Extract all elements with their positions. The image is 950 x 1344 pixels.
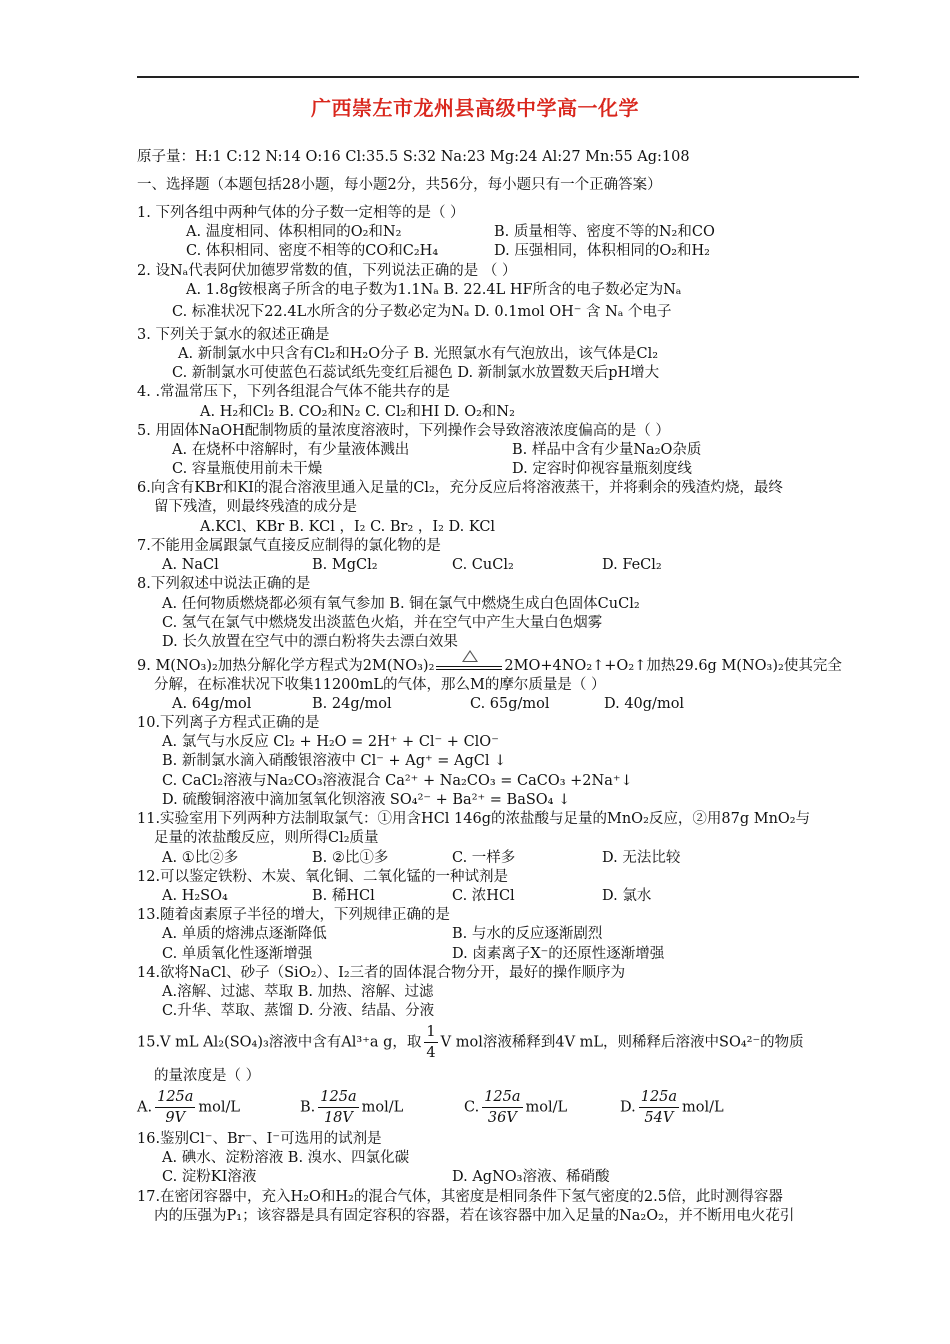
question-17-cont: 内的压强为P₁；该容器是具有固定容积的容器，若在该容器中加入足量的Na₂O₂，并不断用电火花引 (154, 1208, 795, 1224)
fraction-numerator: 1 (424, 1022, 437, 1043)
question-9 (137, 656, 842, 676)
option: C. 淀粉KI溶液 (162, 1169, 257, 1185)
option-fraction (300, 1087, 403, 1128)
unit: mol/L (361, 1099, 404, 1116)
option: D. AgNO₃溶液、稀硝酸 (452, 1169, 610, 1185)
option: A. 碘水、淀粉溶液 B. 溴水、四氯化碳 (162, 1150, 410, 1166)
option: D. 40g/mol (604, 696, 685, 712)
option-label: A. (137, 1099, 153, 1116)
option: A. H₂和Cl₂ B. CO₂和N₂ C. Cl₂和HI D. O₂和N₂ (200, 404, 515, 420)
question-11: 11.实验室用下列两种方法制取氯气：①用含HCl 146g的浓盐酸与足量的MnO₂反应，②用87g MnO₂与 (137, 811, 811, 827)
option: C. 65g/mol (470, 696, 550, 712)
question-12: 12.可以鉴定铁粉、木炭、氧化铜、二氧化锰的一种试剂是 (137, 869, 509, 885)
question-8: 8.下列叙述中说法正确的是 (137, 576, 311, 592)
fraction-numerator: 125a (639, 1087, 679, 1108)
question-15-text: 15.V mL Al₂(SO₄)₃溶液中含有Al³⁺a g，取 (137, 1034, 422, 1051)
question-13: 13.随着卤素原子半径的增大，下列规律正确的是 (137, 907, 451, 923)
equation-left: 9. M(NO₃)₂加热分解化学方程式为2M(NO₃)₂ (137, 658, 435, 674)
option-label: C. (464, 1099, 480, 1116)
option: A. 64g/mol (172, 696, 252, 712)
question-3: 3. 下列关于氯水的叙述正确是 (137, 327, 330, 343)
header-rule (137, 76, 859, 78)
atomic-mass-line: 原子量：H:1 C:12 N:14 O:16 Cl:35.5 S:32 Na:23 Mg:24 Al:27 Mn:55 Ag:108 (137, 149, 690, 165)
option: A. ①比②多 (162, 850, 239, 866)
fraction-denominator: 18V (323, 1110, 353, 1126)
fraction-numerator: 125a (155, 1087, 195, 1108)
option: C. CaCl₂溶液与Na₂CO₃溶液混合 Ca²⁺ + Na₂CO₃ = CaCO₃ +2Na⁺↓ (162, 773, 633, 789)
question-11-cont: 足量的浓盐酸反应，则所得Cl₂质量 (154, 830, 379, 846)
option: C. 氢气在氯气中燃烧发出淡蓝色火焰，并在空气中产生大量白色烟雾 (162, 615, 603, 631)
question-6: 6.向含有KBr和KI的混合溶液里通入足量的Cl₂，充分反应后将溶液蒸干，并将剩余的残渣灼烧，最终 (137, 480, 783, 496)
question-10: 10.下列离子方程式正确的是 (137, 715, 320, 731)
option: A.溶解、过滤、萃取 B. 加热、溶解、过滤 (162, 984, 434, 1000)
question-17: 17.在密闭容器中，充入H₂O和H₂的混合气体，其密度是相同条件下氢气密度的2.5倍，此时测得容器 (137, 1189, 783, 1205)
fraction (318, 1087, 358, 1128)
question-15-text-cont: V mol溶液稀释到4V mL，则稀释后溶液中SO₄²⁻的物质 (440, 1034, 804, 1051)
option: D. FeCl₂ (602, 557, 662, 573)
option-fraction (620, 1087, 724, 1128)
option: C. 一样多 (452, 850, 516, 866)
option: C. 容量瓶使用前未干燥 (172, 461, 323, 477)
option-label: B. (300, 1099, 316, 1116)
option: C. 单质氧化性逐渐增强 (162, 946, 313, 962)
option-label: D. (620, 1099, 636, 1116)
option: D. 氯水 (602, 888, 652, 904)
question-14: 14.欲将NaCl、砂子（SiO₂）、I₂三者的固体混合物分开，最好的操作顺序为 (137, 965, 626, 981)
question-9-cont: 分解，在标准状况下收集11200mL的气体，那么M的摩尔质量是（ ） (154, 677, 606, 693)
question-5: 5. 用固体NaOH配制物质的量浓度溶液时，下列操作会导致溶液浓度偏高的是（ ） (137, 423, 670, 439)
question-15 (137, 1022, 804, 1063)
option: A. 在烧杯中溶解时，有少量液体溅出 (172, 442, 410, 458)
fraction (482, 1087, 522, 1128)
option: D. 定容时仰视容量瓶刻度线 (512, 461, 692, 477)
option: A. 温度相同、体积相同的O₂和N₂ (186, 224, 402, 240)
option: D. 硫酸铜溶液中滴加氢氧化钡溶液 SO₄²⁻ + Ba²⁺ = BaSO₄ ↓ (162, 792, 571, 808)
fraction-one-quarter (424, 1022, 437, 1063)
option: A. 任何物质燃烧都必须有氧气参加 B. 铜在氯气中燃烧生成白色固体CuCl₂ (162, 596, 640, 612)
option: B. 新制氯水滴入硝酸银溶液中 Cl⁻ + Ag⁺ = AgCl ↓ (162, 753, 507, 769)
option: A. 单质的熔沸点逐渐降低 (162, 926, 327, 942)
option: B. 稀HCl (312, 888, 375, 904)
question-16: 16.鉴别Cl⁻、Br⁻、I⁻可选用的试剂是 (137, 1131, 382, 1147)
option: B. MgCl₂ (312, 557, 378, 573)
question-2: 2. 设Nₐ代表阿伏加德罗常数的值，下列说法正确的是 （ ） (137, 263, 517, 279)
fraction-denominator: 4 (426, 1045, 436, 1061)
option: D. 长久放置在空气中的漂白粉将失去漂白效果 (162, 634, 458, 650)
fraction-numerator: 125a (482, 1087, 522, 1108)
option: A. 氯气与水反应 Cl₂ + H₂O = 2H⁺ + Cl⁻ + ClO⁻ (162, 734, 499, 750)
option-fraction (464, 1087, 567, 1128)
option: A. 新制氯水中只含有Cl₂和H₂O分子 B. 光照氯水有气泡放出，该气体是Cl₂ (178, 346, 659, 362)
option: B. ②比①多 (312, 850, 389, 866)
option: C. 体积相同、密度不相等的CO和C₂H₄ (186, 243, 439, 259)
fraction-denominator: 36V (487, 1110, 517, 1126)
option: D. 压强相同，体积相同的O₂和H₂ (494, 243, 710, 259)
fraction-numerator: 125a (318, 1087, 358, 1108)
option: A.KCl、KBr B. KCl ，I₂ C. Br₂ ，I₂ D. KCl (200, 519, 496, 535)
option: B. 与水的反应逐渐剧烈 (452, 926, 603, 942)
option-fraction (137, 1087, 240, 1128)
option: B. 24g/mol (312, 696, 392, 712)
option: B. 质量相等、密度不等的N₂和CO (494, 224, 715, 240)
equation-right: 2MO+4NO₂↑+O₂↑加热29.6g M(NO₃)₂使其完全 (504, 658, 842, 674)
option: C. 标准状况下22.4L水所含的分子数必定为Nₐ D. 0.1mol OH⁻ 含 Nₐ 个电子 (172, 304, 672, 320)
question-1: 1. 下列各组中两种气体的分子数一定相等的是（ ） (137, 205, 465, 221)
fraction (639, 1087, 679, 1128)
question-6-cont: 留下残渣，则最终残渣的成分是 (154, 499, 357, 515)
unit: mol/L (682, 1099, 724, 1116)
page-title: 广西崇左市龙州县高级中学高一化学 (311, 96, 639, 120)
section-heading: 一、选择题（本题包括28小题，每小题2分，共56分，每小题只有一个正确答案） (137, 177, 662, 193)
fraction-denominator: 9V (165, 1110, 186, 1126)
option: A. NaCl (162, 557, 219, 573)
unit: mol/L (525, 1099, 568, 1116)
option: A. H₂SO₄ (162, 888, 228, 904)
option: D. 无法比较 (602, 850, 681, 866)
heat-condition-symbol (434, 656, 504, 676)
option: C. 新制氯水可使蓝色石蕊试纸先变红后褪色 D. 新制氯水放置数天后pH增大 (172, 365, 660, 381)
fraction (155, 1087, 195, 1128)
option: C. CuCl₂ (452, 557, 514, 573)
question-4: 4. .常温常压下，下列各组混合气体不能共存的是 (137, 384, 451, 400)
option: C. 浓HCl (452, 888, 515, 904)
question-7: 7.不能用金属跟氯气直接反应制得的氯化物的是 (137, 538, 441, 554)
question-15-cont: 的量浓度是（ ） (154, 1068, 261, 1084)
unit: mol/L (198, 1099, 241, 1116)
option: C.升华、萃取、蒸馏 D. 分液、结晶、分液 (162, 1003, 435, 1019)
fraction-denominator: 54V (644, 1110, 674, 1126)
option: D. 卤素离子X⁻的还原性逐渐增强 (452, 946, 665, 962)
option: B. 样品中含有少量Na₂O杂质 (512, 442, 702, 458)
option: A. 1.8g铵根离子所含的电子数为1.1Nₐ B. 22.4L HF所含的电子数必定为Nₐ (186, 282, 682, 298)
